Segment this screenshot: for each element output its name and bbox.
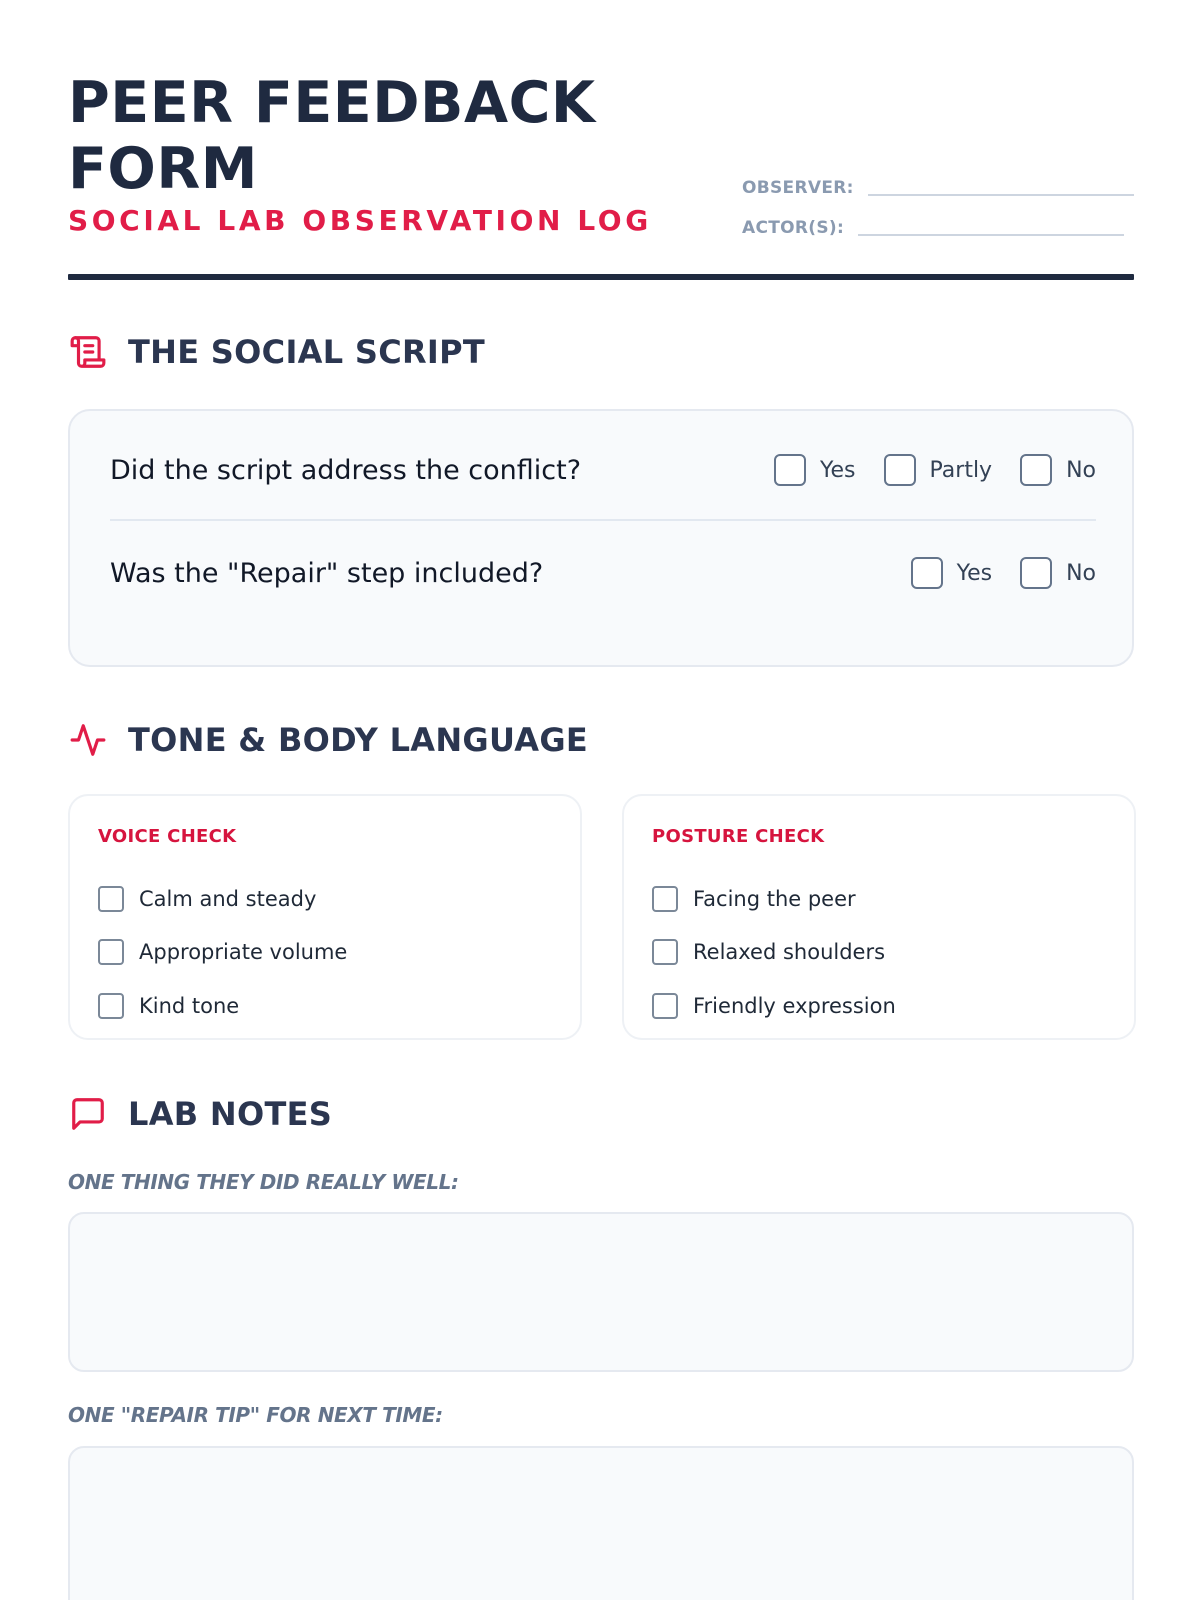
option-yes[interactable]	[911, 557, 993, 589]
check-item[interactable]	[98, 872, 347, 926]
section-title: LAB NOTES	[128, 1095, 333, 1133]
page-subtitle: SOCIAL LAB OBSERVATION LOG	[68, 204, 652, 237]
check-list	[652, 872, 896, 1033]
section-title: TONE & BODY LANGUAGE	[128, 721, 589, 759]
option-no[interactable]	[1020, 454, 1096, 486]
checkbox[interactable]	[98, 886, 124, 912]
actors-label: ACTOR(S):	[742, 218, 845, 238]
scroll-icon	[68, 332, 108, 372]
checkbox[interactable]	[652, 886, 678, 912]
check-label: Friendly expression	[693, 993, 896, 1018]
observer-label: OBSERVER:	[742, 178, 854, 198]
actors-input-line[interactable]	[858, 234, 1124, 236]
option-label: No	[1066, 560, 1096, 586]
option-label: Yes	[820, 457, 856, 483]
option-partly[interactable]	[884, 454, 993, 486]
posture-check-card	[622, 794, 1136, 1040]
activity-icon	[68, 720, 108, 760]
observer-input-line[interactable]	[868, 194, 1134, 196]
question-row	[110, 523, 1096, 623]
section-title: THE SOCIAL SCRIPT	[128, 333, 486, 371]
checkbox[interactable]	[98, 993, 124, 1019]
question-text: Was the "Repair" step included?	[110, 557, 544, 589]
check-label: Calm and steady	[139, 886, 317, 911]
section-heading-lab-notes	[68, 1094, 332, 1134]
message-square-icon	[68, 1094, 108, 1134]
voice-check-card	[68, 794, 582, 1040]
option-yes[interactable]	[774, 454, 856, 486]
answer-options	[911, 557, 1096, 589]
observer-field	[742, 178, 1134, 198]
card-title: VOICE CHECK	[98, 826, 237, 847]
option-label: No	[1066, 457, 1096, 483]
check-label: Facing the peer	[693, 886, 856, 911]
checkbox[interactable]	[1020, 454, 1052, 486]
check-label: Kind tone	[139, 993, 240, 1018]
option-label: Yes	[956, 560, 993, 586]
check-item[interactable]	[652, 926, 896, 980]
check-item[interactable]	[98, 979, 347, 1033]
check-label: Appropriate volume	[139, 940, 348, 965]
note-textarea-repair-tip[interactable]	[68, 1446, 1134, 1600]
note-textarea-well[interactable]	[68, 1212, 1134, 1372]
question-row	[110, 421, 1096, 521]
section-heading-social-script	[68, 332, 485, 372]
card-title: POSTURE CHECK	[652, 826, 825, 847]
check-list	[98, 872, 347, 1033]
note-prompt-well: ONE THING THEY DID REALLY WELL:	[68, 1170, 459, 1194]
checkbox[interactable]	[911, 557, 943, 589]
actors-field	[742, 218, 1124, 238]
checkbox[interactable]	[652, 993, 678, 1019]
check-item[interactable]	[652, 872, 896, 926]
option-no[interactable]	[1020, 557, 1096, 589]
header-divider	[68, 274, 1134, 280]
section-heading-tone	[68, 720, 588, 760]
checkbox[interactable]	[884, 454, 916, 486]
note-prompt-repair-tip: ONE "REPAIR TIP" FOR NEXT TIME:	[68, 1403, 443, 1427]
checkbox[interactable]	[774, 454, 806, 486]
checkbox[interactable]	[1020, 557, 1052, 589]
title-line-1: PEER FEEDBACK	[68, 70, 596, 136]
option-label: Partly	[929, 457, 993, 483]
form-header	[68, 70, 1134, 285]
answer-options	[774, 454, 1096, 486]
title-line-2: FORM	[68, 136, 259, 202]
question-text: Did the script address the conflict?	[110, 454, 582, 486]
checkbox[interactable]	[98, 939, 124, 965]
check-item[interactable]	[652, 979, 896, 1033]
check-item[interactable]	[98, 926, 347, 980]
page-title	[68, 70, 668, 202]
check-label: Relaxed shoulders	[693, 940, 886, 965]
script-card	[68, 409, 1134, 667]
checkbox[interactable]	[652, 939, 678, 965]
